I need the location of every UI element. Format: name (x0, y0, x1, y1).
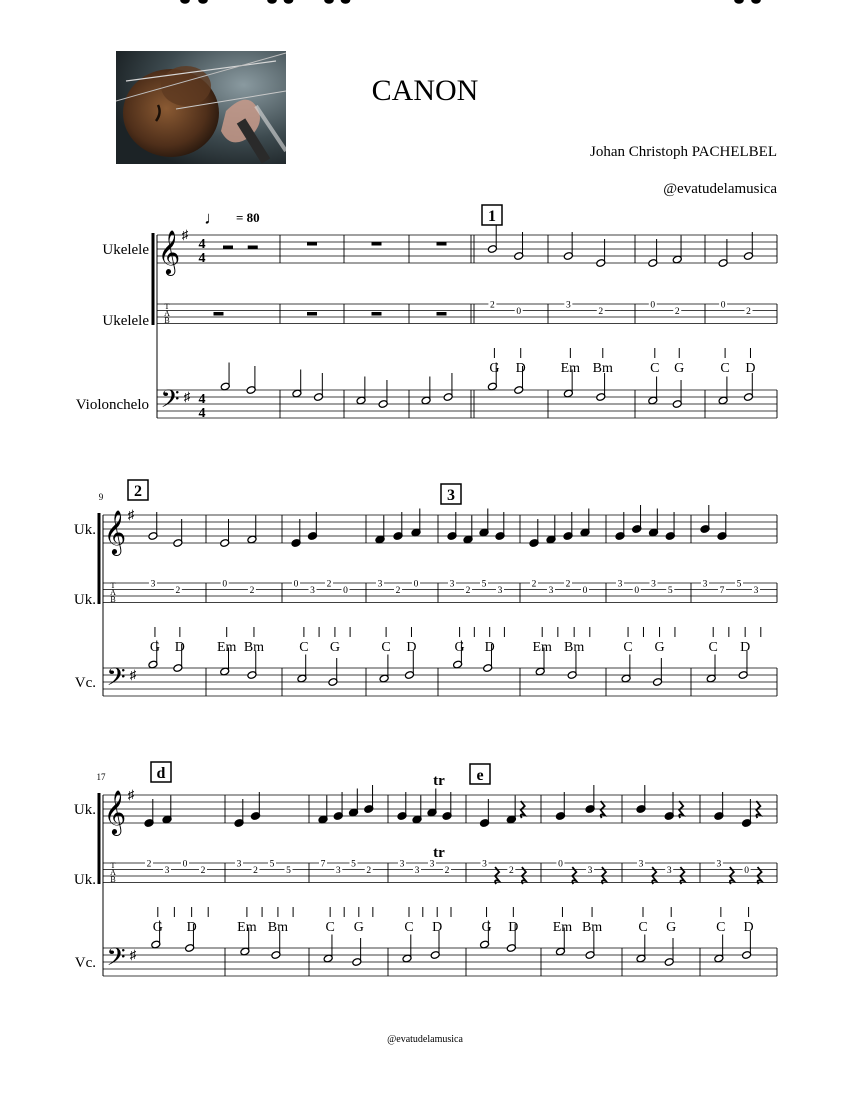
tab-number: 3 (753, 586, 759, 596)
chord-symbol: Em (552, 920, 573, 935)
melody-note (718, 239, 728, 267)
whole-rest (437, 242, 447, 246)
tab-staff (103, 583, 777, 603)
tab-number: 0 (744, 866, 749, 876)
bass-note (247, 651, 257, 679)
melody-note (268, 0, 276, 3)
treble-clef-icon: 𝄞 (157, 232, 181, 274)
rehearsal-mark (151, 762, 171, 782)
chord-symbol: C (650, 361, 660, 376)
time-signature-top: 4 (198, 392, 206, 407)
melody-note (250, 792, 260, 820)
chord-symbol: G (481, 920, 492, 935)
melody-note (752, 0, 760, 3)
chord-symbol: Bm (267, 920, 289, 935)
chord-symbol: G (489, 361, 500, 376)
melody-note (318, 796, 328, 824)
instrument-label: Vc. (74, 675, 96, 691)
treble-clef-icon: 𝄞 (103, 512, 127, 554)
tab-number: 5 (667, 586, 673, 596)
melody-note (411, 509, 421, 537)
chord-symbol: D (432, 920, 443, 935)
bass-note (379, 655, 389, 683)
tab-number: 7 (320, 859, 326, 870)
score-title: CANON (371, 74, 479, 107)
rehearsal-label: d (156, 765, 166, 782)
notehead (284, 0, 292, 3)
rehearsal-mark (441, 484, 461, 504)
melody-note (672, 236, 682, 264)
tab-number: 0 (582, 586, 588, 596)
melody-note (742, 799, 752, 827)
sharp-icon: ♯ (129, 667, 137, 682)
quarter-rest (521, 801, 525, 818)
melody-note (596, 239, 606, 267)
chord-symbol: C (404, 920, 414, 935)
melody-note (735, 0, 743, 3)
tab-number: 0 (650, 300, 656, 311)
tab-clef-letter: T (164, 302, 170, 311)
bass-note (567, 651, 577, 679)
melody-note (479, 509, 489, 537)
notehead (325, 0, 333, 3)
bass-clef-icon: 𝄢 (106, 664, 126, 697)
chord-symbol: Bm (564, 640, 585, 655)
bass-staff (103, 948, 777, 976)
melody-note (181, 0, 189, 3)
tab-number: 3 (150, 579, 156, 590)
bass-note (596, 373, 606, 401)
chord-symbol: D (743, 920, 754, 935)
tab-number: 2 (490, 300, 495, 311)
tab-clef (110, 581, 116, 604)
tab-number: 5 (269, 859, 275, 870)
tab-number: 3 (164, 866, 170, 876)
instrument-label: Ukelele (102, 313, 149, 329)
tab-number: 3 (587, 866, 593, 876)
tab-number: 2 (465, 586, 471, 596)
tab-number: 2 (326, 579, 332, 590)
trill-icon: tr (433, 773, 445, 789)
chord-symbol: C (638, 920, 648, 935)
tab-clef-letter: A (164, 309, 170, 318)
tab-number: 3 (236, 859, 242, 870)
tab-number: 3 (638, 859, 644, 870)
melody-note (495, 512, 505, 540)
notehead (752, 0, 760, 3)
melody-note (427, 789, 437, 817)
tab-number: 2 (565, 579, 571, 590)
tab-number: 0 (182, 859, 188, 870)
chord-symbol: Em (532, 640, 552, 655)
chord-symbol: G (666, 920, 677, 935)
tab-rest (214, 312, 224, 316)
melody-note (487, 225, 497, 253)
melody-note (284, 0, 292, 3)
tab-clef-letter: A (110, 588, 116, 597)
chord-symbol: Bm (581, 920, 603, 935)
melody-note (546, 516, 556, 544)
whole-rest (307, 242, 317, 246)
tab-number: 5 (736, 579, 742, 590)
chord-symbol: G (152, 920, 163, 935)
chord-symbol: C (716, 920, 726, 935)
chord-symbol: Em (216, 640, 237, 655)
tab-number: 3 (651, 579, 656, 590)
chord-symbol: Em (237, 920, 257, 935)
rehearsal-mark (128, 480, 148, 500)
chord-symbol: C (623, 640, 633, 655)
tab-clef-letter: A (110, 868, 116, 877)
melody-note (325, 0, 333, 3)
instrument-label: Uk. (73, 522, 96, 538)
chord-symbol: D (186, 920, 197, 935)
composer-name: Johan Christoph PACHELBEL (590, 144, 777, 160)
chord-symbol: D (484, 640, 495, 655)
tab-number: 3 (617, 579, 623, 590)
tab-clef-letter: B (110, 875, 116, 884)
time-signature-bottom: 4 (198, 406, 206, 421)
tab-number: 3 (310, 586, 315, 596)
tab-number: 5 (481, 579, 487, 590)
tab-number: 2 (253, 866, 258, 876)
tab-number: 0 (634, 586, 640, 596)
instrument-label: Ukelele (102, 242, 149, 258)
melody-note (144, 799, 154, 827)
rehearsal-mark (470, 764, 490, 784)
melody-note (514, 232, 524, 260)
bass-note (672, 380, 682, 408)
chord-symbol: C (720, 361, 730, 376)
tab-clef-letter: B (110, 595, 116, 604)
tab-number: 2 (444, 866, 450, 876)
melody-note (580, 509, 590, 537)
tab-rest (372, 312, 382, 316)
tab-number: 3 (429, 859, 435, 870)
tab-staff (157, 304, 777, 324)
bass-note (653, 658, 663, 686)
tab-number: 3 (482, 859, 487, 870)
melody-note (173, 519, 183, 547)
sharp-icon: ♯ (183, 389, 191, 404)
bass-note (328, 658, 338, 686)
melody-note (648, 239, 658, 267)
tab-number: 3 (497, 586, 503, 596)
bass-note (297, 655, 307, 683)
rehearsal-label: 3 (447, 487, 455, 504)
bass-staff (157, 390, 777, 418)
melody-note (480, 799, 490, 827)
bass-note (585, 931, 595, 959)
melody-note (632, 505, 642, 533)
notehead (341, 0, 349, 3)
bass-note (706, 655, 716, 683)
melody-note (700, 505, 710, 533)
tab-rest (307, 312, 317, 316)
melody-note (463, 516, 473, 544)
melody-note (307, 512, 317, 540)
melody-note (636, 785, 646, 813)
tab-clef-letter: T (110, 581, 116, 590)
notehead (735, 0, 743, 3)
tempo-text: = 80 (236, 210, 260, 225)
tab-number: 2 (175, 586, 181, 596)
treble-clef-icon: 𝄞 (103, 792, 127, 834)
bass-note (421, 377, 431, 405)
treble-staff (103, 515, 777, 543)
bass-note (378, 380, 388, 408)
bass-note (443, 373, 453, 401)
chord-symbol: G (674, 361, 685, 376)
bass-note (742, 931, 752, 959)
bass-note (292, 370, 302, 398)
rehearsal-label: e (476, 767, 484, 784)
bass-note (718, 377, 728, 405)
half-rest (248, 246, 258, 250)
melody-note (220, 519, 230, 547)
tab-number: 0 (293, 579, 299, 590)
tab-clef (164, 302, 170, 325)
bass-note (621, 655, 631, 683)
bass-note (404, 651, 414, 679)
tab-number: 5 (351, 859, 356, 870)
bass-note (738, 651, 748, 679)
melody-note (743, 232, 753, 260)
tab-number: 5 (286, 866, 291, 876)
tab-number: 3 (399, 859, 405, 870)
chord-symbol: C (381, 640, 391, 655)
bass-note (356, 377, 366, 405)
rehearsal-label: 2 (134, 483, 142, 500)
melody-note (291, 519, 301, 547)
chord-symbol: D (508, 920, 519, 935)
tab-number: 3 (702, 579, 708, 590)
melody-note (148, 512, 158, 540)
bass-note (220, 363, 230, 391)
notehead (199, 0, 207, 3)
melody-note (162, 796, 172, 824)
melody-note (615, 512, 625, 540)
tab-number: 3 (716, 859, 722, 870)
notehead (181, 0, 189, 3)
chord-symbol: D (174, 640, 185, 655)
tab-number: 0 (516, 307, 522, 317)
melody-note (412, 796, 422, 824)
sharp-icon: ♯ (129, 947, 137, 962)
instrument-label: Uk. (73, 802, 96, 818)
tab-number: 2 (249, 586, 255, 596)
melody-note (506, 796, 516, 824)
tab-number: 2 (746, 307, 751, 317)
chord-symbol: Em (560, 361, 581, 376)
chord-symbol: D (406, 640, 417, 655)
chord-symbol: G (353, 920, 364, 935)
instrument-label: Uk. (73, 592, 96, 608)
footer-credit: @evatudelamusica (387, 1034, 463, 1045)
melody-note (199, 0, 207, 3)
tab-number: 2 (531, 579, 537, 590)
rehearsal-mark (482, 205, 502, 225)
quarter-rest (756, 801, 760, 818)
tab-number: 0 (720, 300, 726, 311)
bass-note (323, 935, 333, 963)
melody-note (664, 792, 674, 820)
tab-clef-letter: T (110, 861, 116, 870)
chord-symbol: Bm (592, 361, 613, 376)
chord-symbol: C (708, 640, 718, 655)
bass-note (402, 935, 412, 963)
quarter-rest (601, 801, 605, 818)
time-signature-top: 4 (198, 237, 206, 252)
bass-note (636, 935, 646, 963)
melody-note (364, 785, 374, 813)
bass-note (352, 938, 362, 966)
sharp-icon: ♯ (127, 507, 135, 522)
sharp-icon: ♯ (127, 787, 135, 802)
tab-number: 0 (558, 859, 563, 870)
melody-note (447, 512, 457, 540)
half-rest (223, 246, 233, 250)
tempo-note-icon: ♩ (204, 208, 222, 228)
tab-number: 0 (343, 586, 348, 596)
arranger-credit: @evatudelamusica (663, 181, 777, 197)
sharp-icon: ♯ (181, 227, 189, 242)
tab-number: 3 (548, 586, 554, 596)
bass-note (743, 373, 753, 401)
chord-symbol: G (149, 640, 161, 655)
bass-note (648, 377, 658, 405)
tab-number: 2 (146, 859, 152, 870)
melody-note (529, 519, 539, 547)
instrument-label: Vc. (74, 955, 96, 971)
melody-note (397, 792, 407, 820)
chord-symbol: D (515, 361, 526, 376)
chord-symbol: D (740, 640, 751, 655)
chord-symbol: G (329, 640, 340, 655)
tab-number: 3 (449, 579, 455, 590)
treble-staff (103, 795, 777, 823)
tab-number: 0 (222, 579, 228, 590)
measure-number: 9 (98, 492, 104, 502)
melody-note (393, 512, 403, 540)
bass-note (271, 931, 281, 959)
melody-note (234, 799, 244, 827)
melody-note (714, 792, 724, 820)
melody-note (563, 232, 573, 260)
melody-note (341, 0, 349, 3)
tab-clef (110, 861, 116, 884)
melody-note (563, 512, 573, 540)
tab-number: 3 (335, 866, 341, 876)
chord-symbol: D (745, 361, 756, 376)
tab-number: 2 (366, 866, 372, 876)
rehearsal-label: 1 (488, 208, 496, 225)
tab-number: 3 (377, 579, 383, 590)
tab-number: 2 (674, 307, 680, 317)
tab-number: 2 (200, 866, 206, 876)
bass-note (246, 366, 256, 394)
melody-note (375, 516, 385, 544)
melody-note (717, 512, 727, 540)
tab-number: 0 (413, 579, 419, 590)
chord-symbol: G (454, 640, 465, 655)
tab-number: 3 (414, 866, 420, 876)
whole-rest (372, 242, 382, 246)
bass-note (664, 938, 674, 966)
tab-number: 2 (598, 307, 604, 317)
bass-note (314, 373, 324, 401)
tab-clef-letter: B (164, 316, 170, 325)
bass-note (430, 931, 440, 959)
bass-staff (103, 668, 777, 696)
instrument-label: Uk. (73, 872, 96, 888)
tab-number: 2 (395, 586, 401, 596)
notehead (268, 0, 276, 3)
chord-symbol: G (654, 640, 665, 655)
chord-symbol: C (299, 640, 309, 655)
melody-note (247, 516, 257, 544)
tab-number: 3 (666, 866, 672, 876)
bass-note (714, 935, 724, 963)
tab-number: 2 (508, 866, 514, 876)
melody-note (333, 792, 343, 820)
bass-clef-icon: 𝄢 (160, 386, 180, 419)
melody-note (665, 512, 675, 540)
melody-note (348, 789, 358, 817)
melody-note (585, 785, 595, 813)
chord-symbol: Bm (243, 640, 265, 655)
time-signature-bottom: 4 (198, 251, 206, 266)
bass-clef-icon: 𝄢 (106, 944, 126, 977)
instrument-label: Violonchelo (75, 397, 149, 413)
melody-note (442, 792, 452, 820)
chord-symbol: C (325, 920, 335, 935)
tab-rest (437, 312, 447, 316)
melody-note (648, 509, 658, 537)
quarter-rest (679, 801, 683, 818)
trill-icon: tr (433, 845, 445, 861)
melody-note (555, 792, 565, 820)
tab-number: 7 (719, 586, 725, 596)
tab-number: 3 (565, 300, 571, 311)
measure-number: 17 (96, 772, 106, 782)
